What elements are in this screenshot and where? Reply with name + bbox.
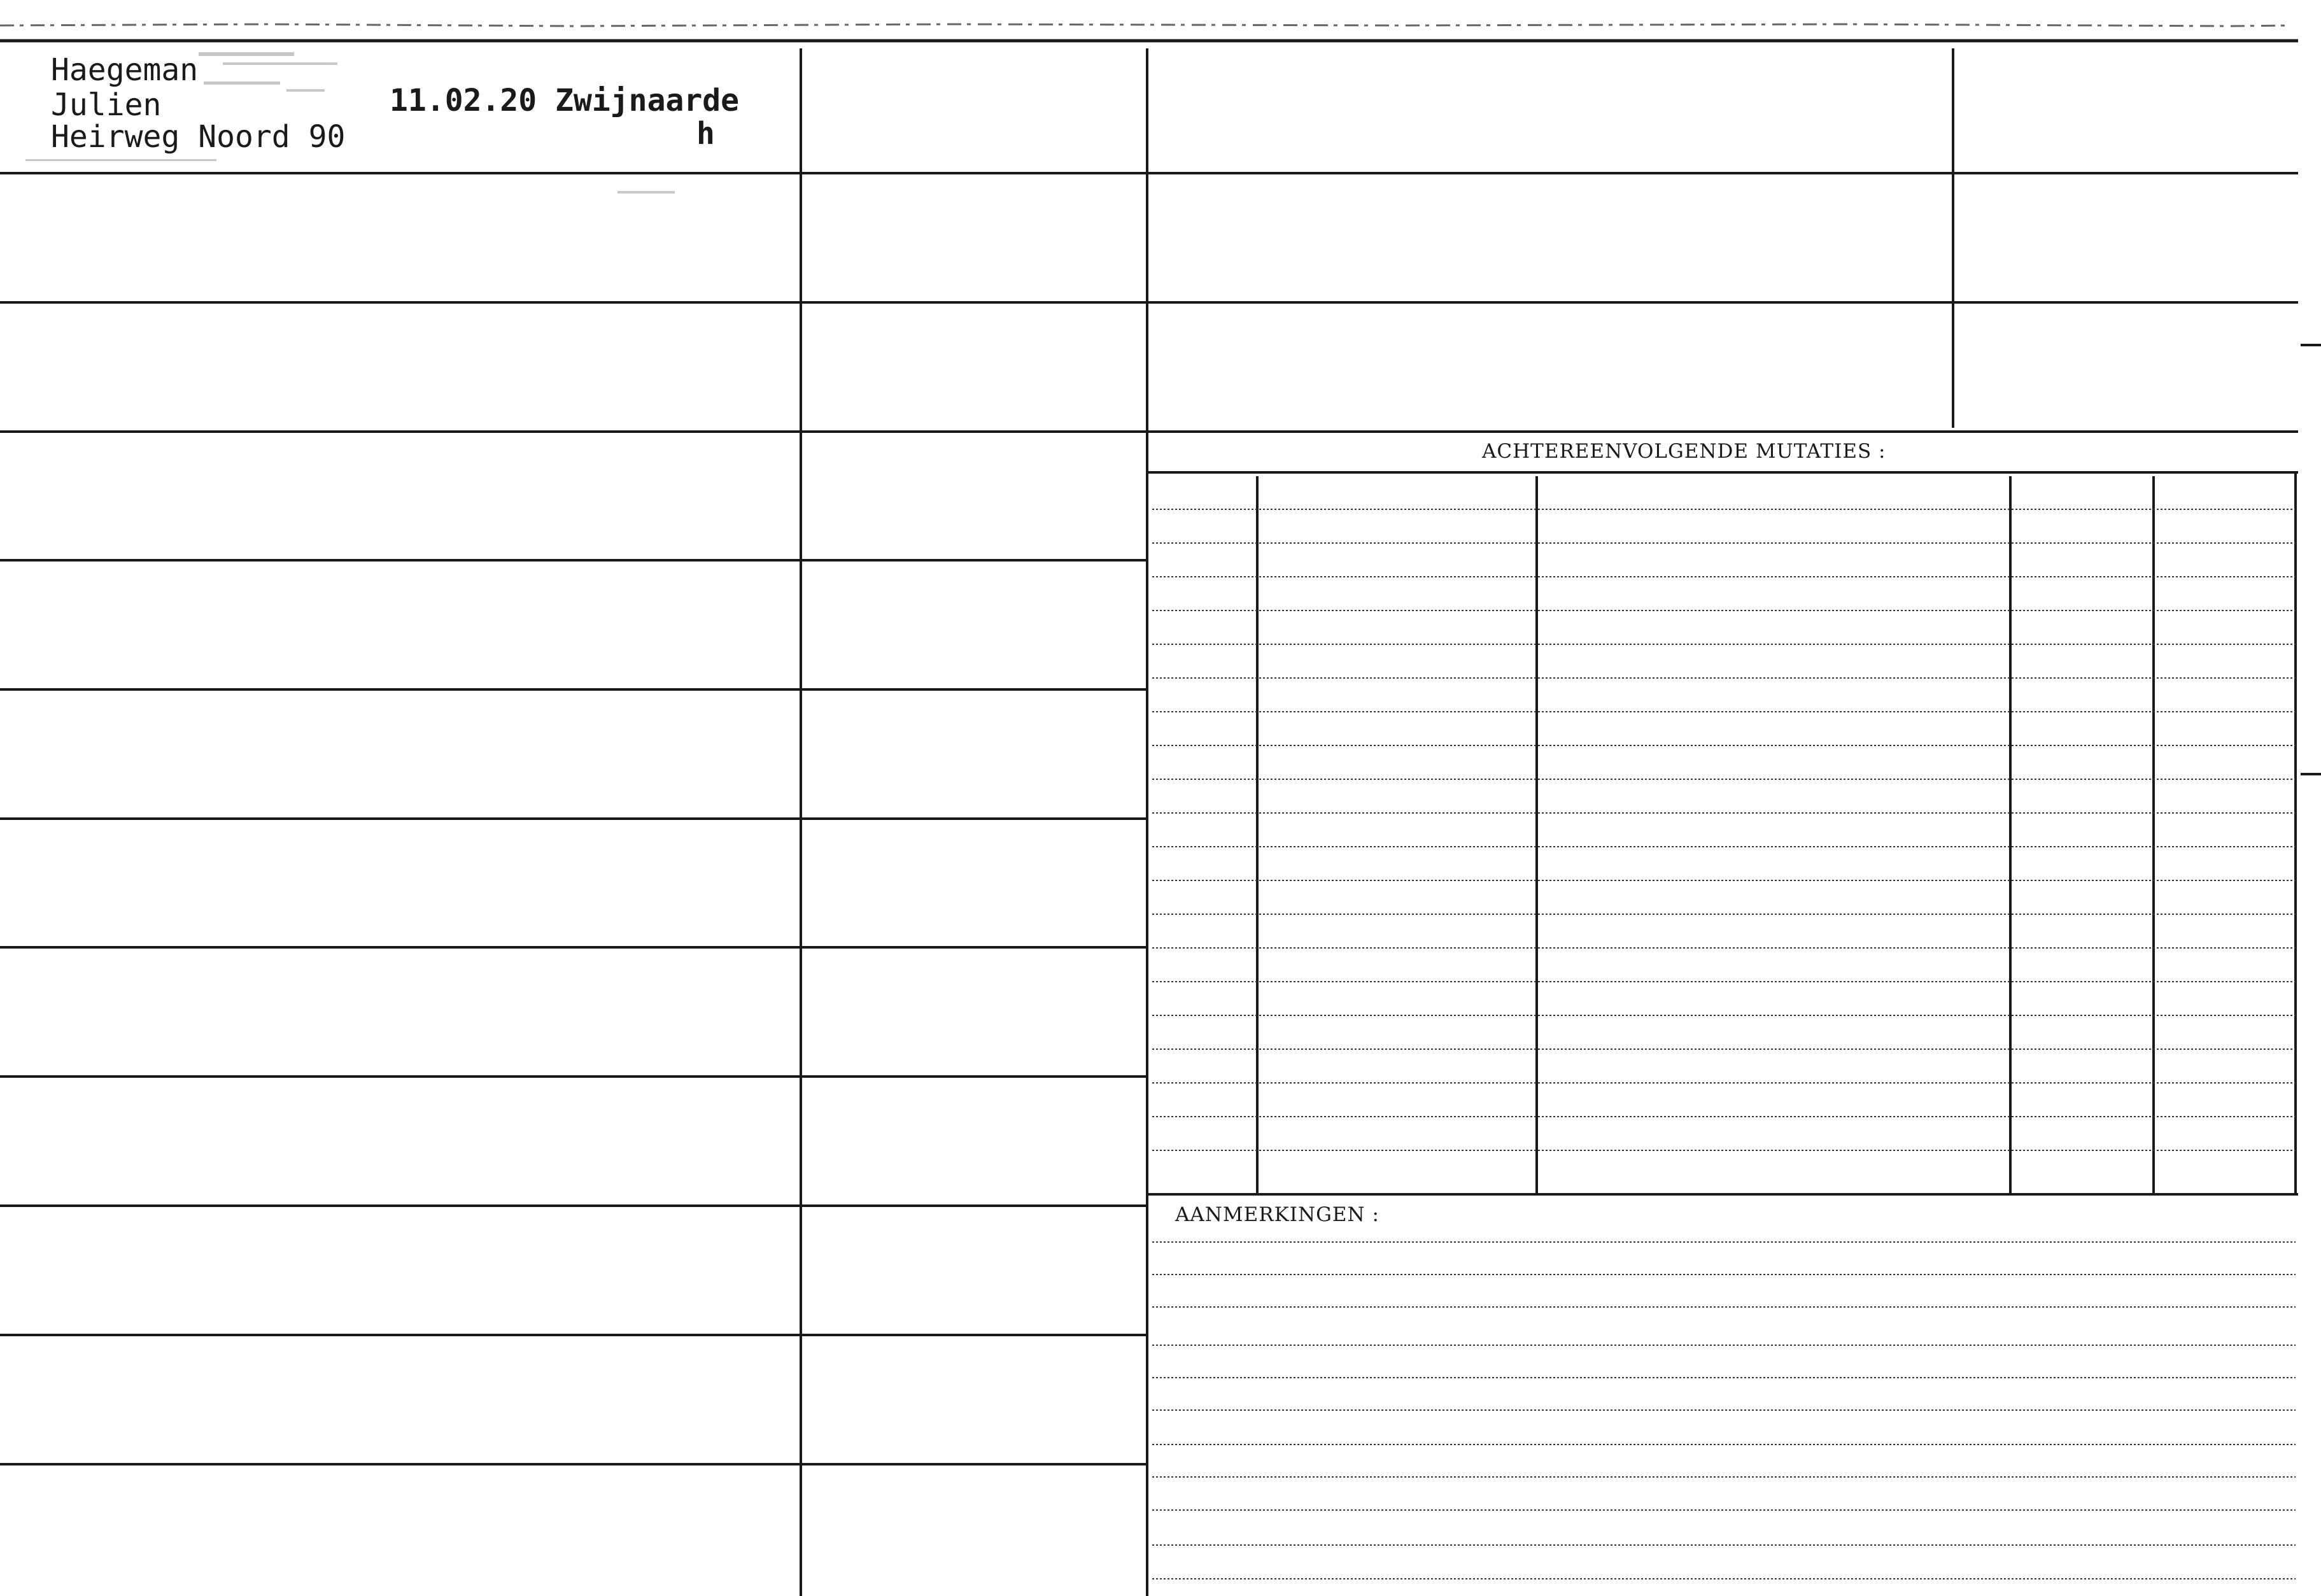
given-name-text: Julien [51,87,162,123]
left-row-lines [0,173,1147,1464]
right-upper-row-lines [1147,173,2298,432]
remarks-heading: AANMERKINGEN : [1175,1203,1379,1226]
birth-date-place-text: 11.02.20 Zwijnaarde [390,83,740,118]
mutations-dotted-lines [1152,509,2296,1150]
surname-text: Haegeman [51,52,199,88]
suffix-mark-text: h [696,116,715,152]
mutations-heading: ACHTEREENVOLGENDE MUTATIES : [1482,440,1886,463]
mutations-table-frame [1147,472,2298,1194]
address-text: Heirweg Noord 90 [51,119,346,155]
top-border-noise [0,24,2292,26]
remarks-dotted-lines [1152,1242,2296,1579]
